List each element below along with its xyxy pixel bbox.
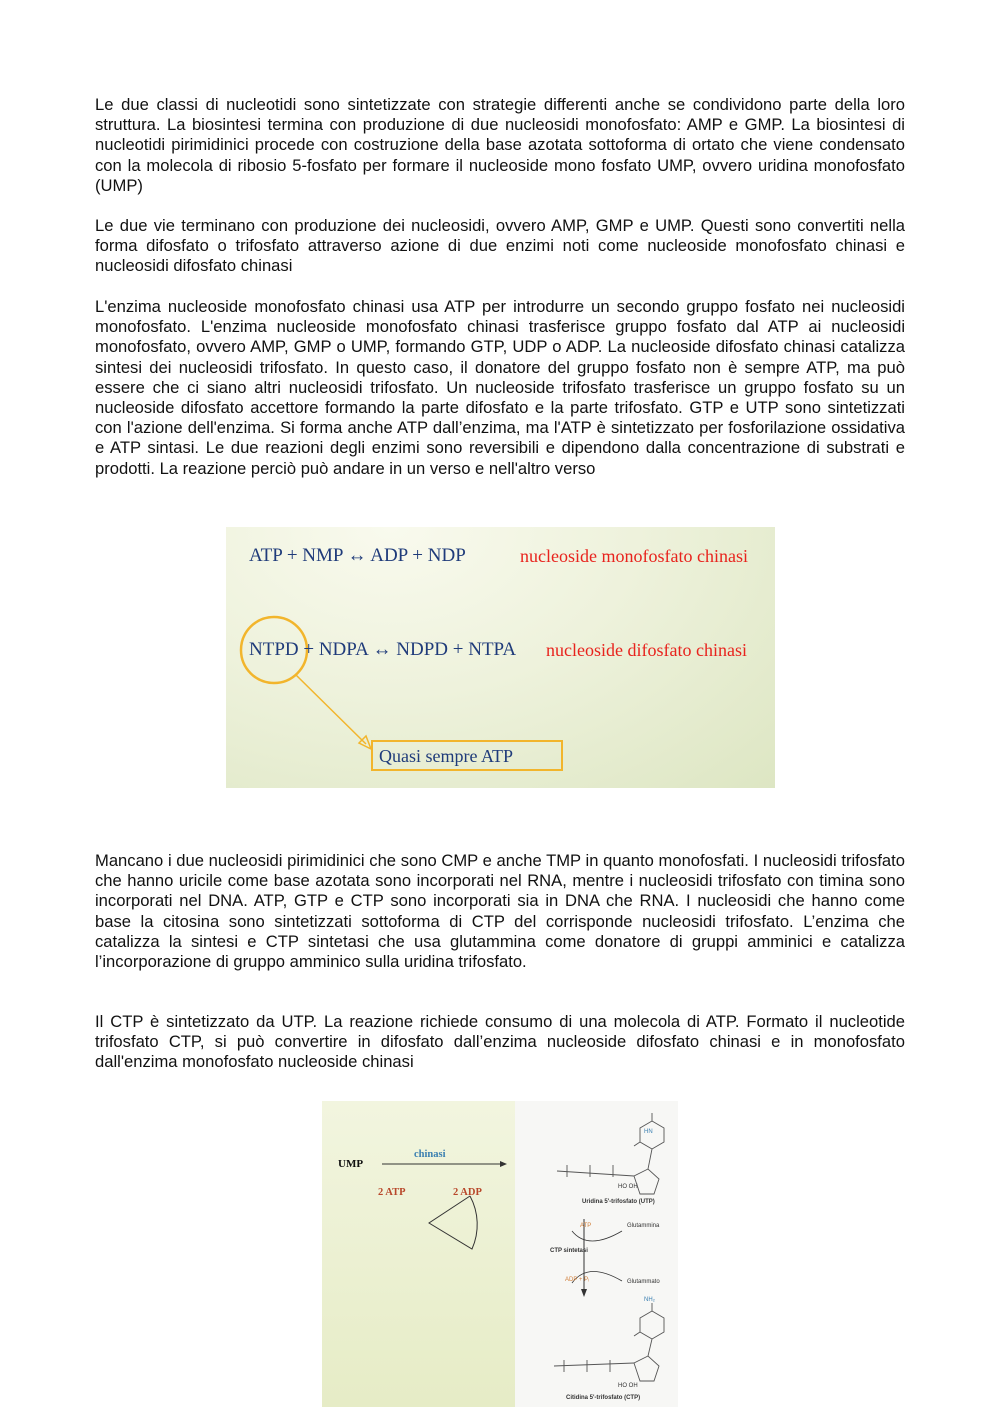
synthetase-arrowhead — [581, 1289, 587, 1297]
adp-2-label: 2 ADP — [453, 1187, 482, 1198]
atp-adp-curve — [429, 1196, 477, 1249]
paragraph-4: Mancano i due nucleosidi pirimidinici che sono CMP e anche TMP in quanto monofosfati. I nucleosidi trifosfato che hanno uricile come base azotata sono incorporati nel RNA, mentre i nucleosidi trifosfato con timina sono incorporati nel DNA. ATP, GTP e CTP sono incorporati sia in DNA che RNA. I nucleosidi che hanno come base la citosina sono sintetizzati sottoforma di CTP del corrisponde nucleosidi trifosfato. L’enzima che catalizza la sintesi e CTP sintetasi che usa glutammina come donatore di gruppi amminici e catalizza l’incorporazione di gruppo amminico sulla uridina trifosfato. — [95, 851, 905, 972]
enzyme-label-monophosphate-kinase: nucleoside monofosfato chinasi — [520, 546, 748, 566]
ctp-hydroxyl-label: HO OH — [618, 1383, 638, 1389]
uracil-ring — [640, 1121, 664, 1149]
ctp-synthesis-figure — [322, 1101, 678, 1407]
ctp-label: Citidina 5'-trifosfato (CTP) — [566, 1395, 641, 1401]
pointer-line — [296, 675, 366, 744]
atp-label: ATP — [580, 1223, 592, 1229]
ump-label: UMP — [338, 1158, 364, 1170]
ribose-ring-utp — [634, 1169, 659, 1194]
atp-glutamine-curve — [572, 1231, 622, 1241]
chinasi-label: chinasi — [414, 1149, 446, 1160]
utp-structure — [557, 1113, 664, 1194]
cytosine-ring — [640, 1311, 664, 1339]
note-text: Quasi sempre ATP — [379, 746, 513, 766]
paragraph-2: Le due vie terminano con produzione dei nucleosidi, ovvero AMP, GMP e UMP. Questi sono convertiti nella forma difosfato o trifosfato attraverso azione di due enzimi noti come nucleoside monofosfato chinasi e nucleosidi difosfato chinasi — [95, 216, 905, 276]
ctp-structure — [554, 1303, 664, 1381]
donor-term: NTPD — [249, 639, 299, 660]
ribose-ring-ctp — [634, 1356, 659, 1381]
equation-diphosphate-kinase — [249, 639, 516, 661]
paragraph-5: Il CTP è sintetizzato da UTP. La reazione richiede consumo di una molecola di ATP. Formato il nucleotide trifosfato CTP, si può convertire in difosfato dall’enzima nucleoside difosfato chinasi e in monofosfato dall'enzima monofosfato nucleoside chinasi — [95, 1012, 905, 1072]
kinase-arrowhead — [500, 1161, 507, 1167]
kinase-reactions-figure — [226, 527, 775, 788]
ctp-sintetasi-label: CTP sintetasi — [550, 1248, 588, 1254]
utp-hydroxyl-label: HO OH — [618, 1184, 638, 1190]
hn-label: HN — [644, 1129, 653, 1135]
utp-label: Uridina 5'-trifosfato (UTP) — [582, 1199, 655, 1205]
atp-2-label: 2 ATP — [378, 1187, 406, 1198]
equation-remainder: + NDPA ↔ NDPD + NTPA — [298, 639, 517, 660]
equation-monophosphate-kinase: ATP + NMP ↔ ADP + NDP — [249, 545, 466, 566]
pathway-graphics — [322, 1101, 678, 1407]
adp-pi-label: ADP + Pᵢ — [565, 1277, 590, 1283]
glutammato-label: Glutammato — [627, 1279, 660, 1285]
nh2-label: NH₂ — [644, 1297, 655, 1303]
enzyme-label-diphosphate-kinase: nucleoside difosfato chinasi — [546, 640, 747, 660]
paragraph-3: L'enzima nucleoside monofosfato chinasi usa ATP per introdurre un secondo gruppo fosfato nei nucleosidi monofosfato. L'enzima nucleoside monofosfato chinasi trasferisce gruppo fosfato dal ATP ai nucleosidi monofosfato, ovvero AMP, GMP o UMP, formando GTP, UDP o ADP. La nucleoside difosfato chinasi catalizza sintesi dei nucleosidi trifosfato. In questo caso, il donatore del gruppo fosfato non è sempre ATP, ma può essere che ci siano altri nucleosidi trifosfato. Un nucleoside trifosfato trasferisce un gruppo fosfato su un nucleoside difosfato accettore formando la parte difosfato e la parte trifosfato. GTP e UTP sono sintetizzati con l'azione dell'enzima. Si forma anche ATP dall’enzima, ma l'ATP è sintetizzato per fosforilazione ossidativa e ATP sintasi. Le due reazioni degli enzimi sono reversibili e dipendono dalla concentrazione di substrati e prodotti. La reazione perciò può andare in un verso e nell'altro verso — [95, 297, 905, 478]
paragraph-1: Le due classi di nucleotidi sono sintetizzate con strategie differenti anche se condividono parte della loro struttura. La biosintesi termina con produzione di due nucleosidi monofosfato: AMP e GMP. La biosintesi di nucleotidi pirimidinici procede con costruzione della base azotata sottoforma di ortato che viene condensato con la molecola di ribosio 5-fosfato per formare il nucleoside mono fosfato UMP, ovvero uridina monofosfato (UMP) — [95, 95, 905, 195]
glutammina-label: Glutammina — [627, 1223, 660, 1229]
